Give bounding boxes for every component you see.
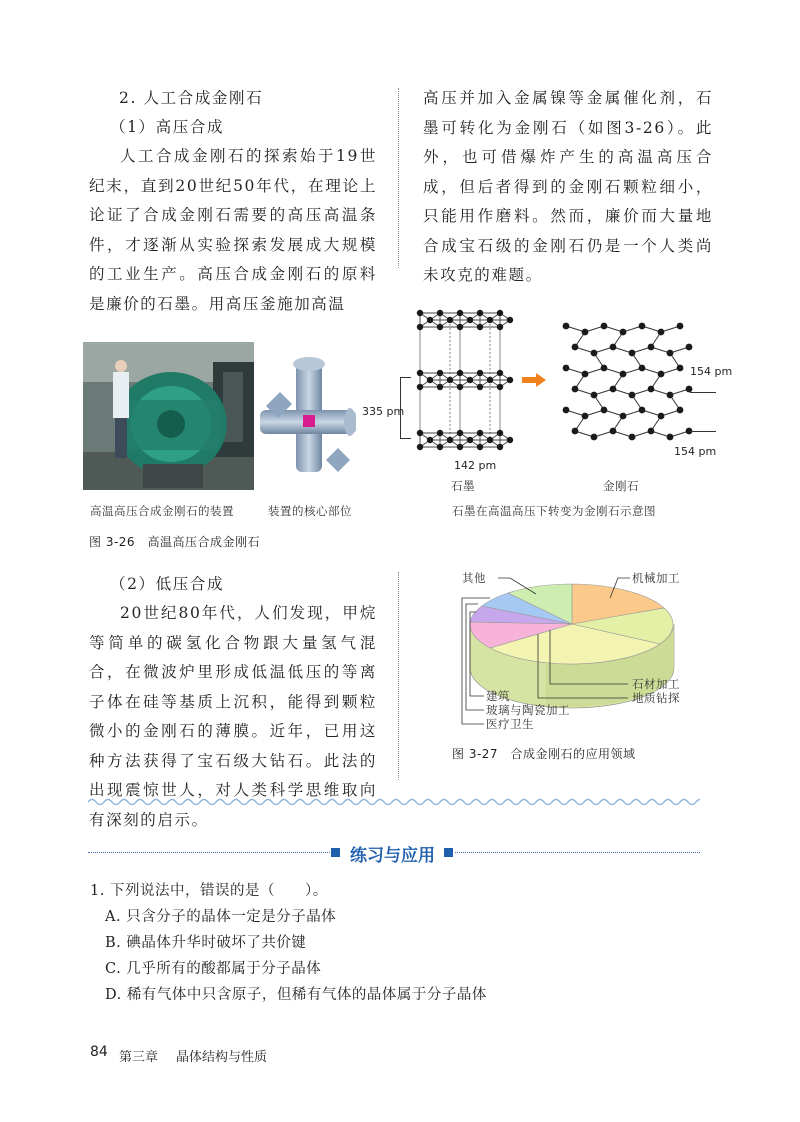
option-d: D. 稀有气体中只含原子，但稀有气体的晶体属于分子晶体 [105, 987, 487, 1003]
dimension-marker-154 [690, 392, 716, 432]
question-1: 1. 下列说法中，错误的是（ ）。 [90, 883, 328, 899]
subsection-title-high-pressure: （1）高压合成 [110, 118, 225, 136]
label-142-pm: 142 pm [454, 459, 497, 472]
graphite-structure-diagram [406, 300, 516, 470]
label-335-pm: 335 pm [362, 405, 405, 418]
footer-chapter-title: 晶体结构与性质 [176, 1050, 268, 1065]
section-title: 2. 人工合成金刚石 [119, 89, 264, 107]
column-divider-bottom [398, 572, 399, 780]
label-154-pm-top: 154 pm [690, 365, 733, 378]
pie-label-stone: 石材加工 [632, 677, 680, 691]
option-a: A. 只含分子的晶体一定是分子晶体 [105, 909, 337, 925]
wavy-divider [88, 792, 700, 811]
paragraph-high-pressure: 人工合成金刚石的探索始于19世纪末，直到20世纪50年代，在理论上论证了合成金刚石需要的高压高温条件，才逐渐从实验探索发展成大规模的工业生产。高压合成金刚石的原料是廉价的石墨。用高压釜施加高温 [89, 147, 377, 313]
paragraph-low-pressure: 20世纪80年代，人们发现，甲烷等简单的碳氢化合物跟大量氢气混合，在微波炉里形成低温低压的等离子体在硅等基质上沉积，能得到颗粒微小的金刚石的薄膜。近年，已用这种方法获得了宝石级大钻石。此法的出现震惊世人，对人类科学思维取向有深刻的启示。 [89, 604, 377, 829]
pie-label-building: 建筑 [486, 689, 510, 703]
practice-heading-marker-left [331, 848, 340, 857]
figure-caption-3-26: 图 3-26 高温高压合成金刚石 [89, 535, 261, 549]
subsection-title-low-pressure: （2）低压合成 [110, 575, 225, 593]
pie-label-medical: 医疗卫生 [486, 717, 534, 731]
figure-caption-3-27: 图 3-27 合成金刚石的应用领域 [452, 747, 636, 761]
pie-label-glass: 玻璃与陶瓷加工 [486, 703, 570, 717]
practice-heading-rule-right [455, 852, 700, 853]
column-divider-top [398, 88, 399, 268]
pie-label-drilling: 地质钻探 [632, 691, 680, 705]
core-component-illustration [258, 352, 358, 480]
caption-transformation: 石墨在高温高压下转变为金刚石示意图 [452, 504, 656, 518]
footer-chapter: 第三章 [119, 1050, 159, 1065]
diamond-structure-diagram [556, 316, 696, 446]
practice-heading-marker-right [444, 848, 453, 857]
transform-arrow-icon [522, 372, 546, 391]
practice-heading-rule-left [88, 852, 330, 853]
label-154-pm-bottom: 154 pm [674, 445, 717, 458]
caption-core-part: 装置的核心部位 [268, 504, 352, 518]
caption-apparatus: 高温高压合成金刚石的装置 [90, 504, 234, 518]
pie-label-other: 其他 [462, 571, 486, 585]
dimension-bracket-335 [400, 377, 411, 439]
paragraph-high-pressure-cont: 高压并加入金属镍等金属催化剂，石墨可转化为金刚石（如图3-26）。此外，也可借爆炸产生的高温高压合成，但后者得到的金刚石颗粒细小，只能用作磨料。然而，廉价而大量地合成宝石级的金刚石仍是一个人类尚未攻克的难题。 [423, 89, 713, 284]
synthesis-apparatus-photo [83, 342, 254, 490]
label-graphite: 石墨 [451, 479, 475, 493]
practice-heading: 练习与应用 [350, 846, 435, 866]
option-c: C. 几乎所有的酸都属于分子晶体 [105, 961, 322, 977]
page-number: 84 [90, 1044, 108, 1060]
label-diamond: 金刚石 [603, 479, 639, 493]
option-b: B. 碘晶体升华时破坏了共价键 [105, 935, 307, 951]
pie-label-machining: 机械加工 [632, 571, 680, 585]
